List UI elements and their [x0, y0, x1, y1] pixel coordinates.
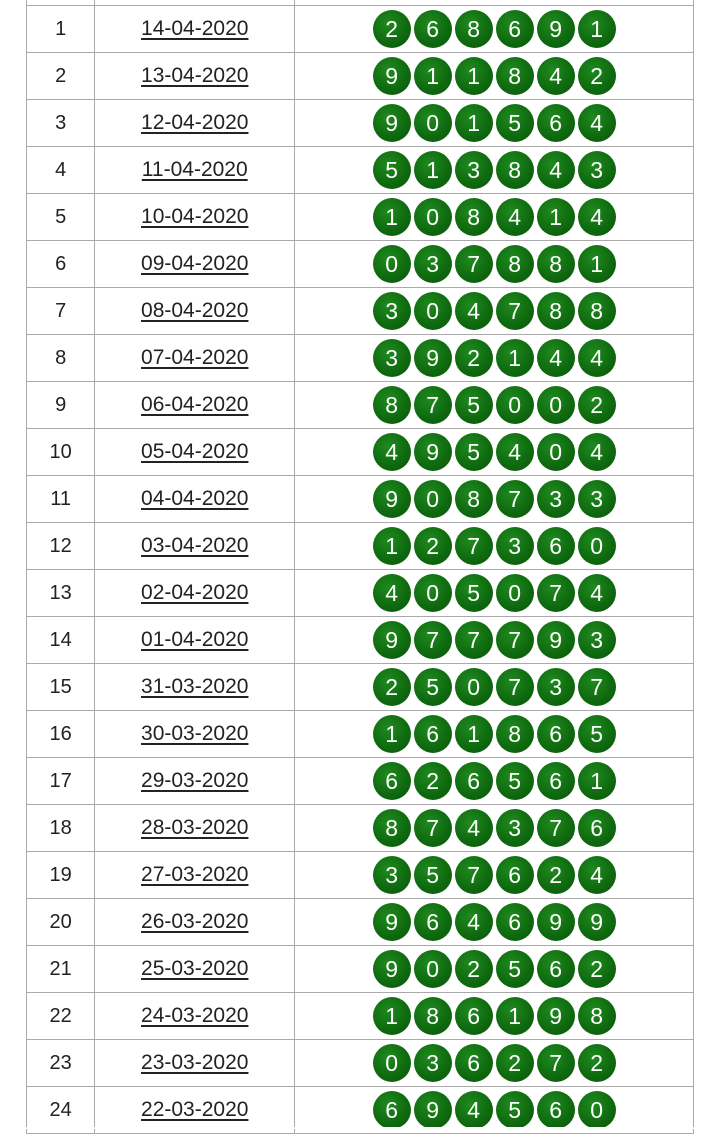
- number-ball: 1: [373, 198, 411, 236]
- table-row: [27, 617, 694, 664]
- number-balls: [373, 245, 616, 283]
- number-ball: 9: [414, 339, 452, 377]
- table-row: [27, 758, 694, 805]
- number-ball: 4: [455, 903, 493, 941]
- number-ball: 7: [537, 1044, 575, 1082]
- number-balls: [373, 527, 616, 565]
- numbers-cell: [295, 100, 694, 147]
- results-table-body: [27, 0, 694, 1134]
- numbers-cell: [295, 711, 694, 758]
- row-index: 10: [27, 429, 95, 476]
- number-ball: 0: [414, 574, 452, 612]
- row-index: 15: [27, 664, 95, 711]
- numbers-cell: [295, 53, 694, 100]
- number-balls: [373, 104, 616, 142]
- number-ball: 7: [496, 621, 534, 659]
- number-ball: 4: [537, 57, 575, 95]
- number-ball: 4: [578, 574, 616, 612]
- number-ball: 4: [578, 433, 616, 471]
- numbers-cell: [295, 523, 694, 570]
- numbers-cell: [295, 194, 694, 241]
- numbers-cell: [295, 1040, 694, 1087]
- number-ball: 7: [455, 527, 493, 565]
- date-link[interactable]: 01-04-2020: [141, 628, 249, 651]
- date-link[interactable]: 10-04-2020: [141, 205, 249, 228]
- table-row: [27, 6, 694, 53]
- number-ball: 0: [373, 1044, 411, 1082]
- number-ball: 3: [414, 1044, 452, 1082]
- number-ball: 5: [496, 762, 534, 800]
- number-ball: 8: [578, 997, 616, 1035]
- number-ball: 6: [537, 104, 575, 142]
- row-index: 18: [27, 805, 95, 852]
- number-ball: 9: [537, 997, 575, 1035]
- number-balls: [373, 433, 616, 471]
- number-ball: 9: [414, 433, 452, 471]
- date-link[interactable]: 08-04-2020: [141, 299, 249, 322]
- date-cell: [95, 382, 295, 429]
- number-ball: 0: [578, 1091, 616, 1129]
- numbers-cell: [295, 758, 694, 805]
- number-ball: 0: [414, 198, 452, 236]
- row-index: 6: [27, 241, 95, 288]
- number-ball: 4: [455, 809, 493, 847]
- number-ball: 0: [414, 292, 452, 330]
- numbers-cell: [295, 288, 694, 335]
- number-ball: 7: [455, 245, 493, 283]
- table-row: [27, 570, 694, 617]
- number-balls: [373, 480, 616, 518]
- number-ball: 6: [537, 1091, 575, 1129]
- number-ball: 8: [455, 480, 493, 518]
- number-ball: 8: [373, 386, 411, 424]
- numbers-cell: [295, 6, 694, 53]
- row-index: 21: [27, 946, 95, 993]
- number-ball: 6: [496, 903, 534, 941]
- number-balls: [373, 668, 616, 706]
- number-ball: 9: [537, 621, 575, 659]
- number-ball: 1: [578, 762, 616, 800]
- number-ball: 6: [537, 527, 575, 565]
- date-link[interactable]: 30-03-2020: [141, 722, 249, 745]
- number-ball: 3: [414, 245, 452, 283]
- number-ball: 5: [455, 574, 493, 612]
- number-ball: 0: [496, 386, 534, 424]
- number-ball: 0: [496, 574, 534, 612]
- table-row: [27, 1040, 694, 1087]
- date-link[interactable]: 25-03-2020: [141, 957, 249, 980]
- number-ball: 0: [373, 245, 411, 283]
- number-ball: 1: [373, 527, 411, 565]
- date-cell: [95, 617, 295, 664]
- date-cell: [95, 147, 295, 194]
- number-ball: 4: [455, 1091, 493, 1129]
- date-cell: [95, 852, 295, 899]
- number-ball: 9: [373, 950, 411, 988]
- number-ball: 1: [496, 997, 534, 1035]
- row-index: 20: [27, 899, 95, 946]
- number-ball: 7: [414, 621, 452, 659]
- date-cell: [95, 711, 295, 758]
- number-ball: 4: [373, 574, 411, 612]
- numbers-cell: [295, 899, 694, 946]
- numbers-cell: [295, 429, 694, 476]
- number-ball: 4: [578, 339, 616, 377]
- numbers-cell: [295, 335, 694, 382]
- number-ball: 4: [537, 339, 575, 377]
- date-link[interactable]: 27-03-2020: [141, 863, 249, 886]
- number-ball: 1: [455, 715, 493, 753]
- number-balls: [373, 386, 616, 424]
- number-ball: 9: [414, 1091, 452, 1129]
- number-ball: 0: [537, 433, 575, 471]
- number-ball: 6: [455, 997, 493, 1035]
- number-ball: 5: [496, 104, 534, 142]
- number-ball: 0: [414, 104, 452, 142]
- number-ball: 7: [496, 668, 534, 706]
- number-ball: 4: [496, 433, 534, 471]
- number-balls: [373, 1044, 616, 1082]
- row-index: 13: [27, 570, 95, 617]
- number-balls: [373, 762, 616, 800]
- date-link[interactable]: 07-04-2020: [141, 346, 249, 369]
- number-ball: 3: [496, 809, 534, 847]
- date-cell: [95, 993, 295, 1040]
- date-cell: [95, 53, 295, 100]
- number-ball: 4: [578, 856, 616, 894]
- number-balls: [373, 950, 616, 988]
- number-ball: 5: [455, 386, 493, 424]
- number-balls: [373, 339, 616, 377]
- number-ball: 1: [373, 997, 411, 1035]
- number-ball: 8: [496, 57, 534, 95]
- row-index: 8: [27, 335, 95, 382]
- date-cell: [95, 194, 295, 241]
- number-ball: 6: [537, 762, 575, 800]
- date-cell: [95, 6, 295, 53]
- table-row: [27, 241, 694, 288]
- number-ball: 6: [373, 1091, 411, 1129]
- number-ball: 3: [537, 480, 575, 518]
- number-ball: 9: [537, 10, 575, 48]
- date-cell: [95, 100, 295, 147]
- number-ball: 5: [496, 950, 534, 988]
- number-balls: [373, 151, 616, 189]
- number-ball: 8: [373, 809, 411, 847]
- number-balls: [373, 903, 616, 941]
- date-link[interactable]: 23-03-2020: [141, 1051, 249, 1074]
- number-ball: 6: [455, 762, 493, 800]
- number-ball: 2: [373, 668, 411, 706]
- number-ball: 0: [578, 527, 616, 565]
- table-row: [27, 946, 694, 993]
- number-ball: 6: [496, 856, 534, 894]
- number-ball: 7: [455, 856, 493, 894]
- number-ball: 1: [455, 57, 493, 95]
- number-ball: 3: [578, 480, 616, 518]
- row-index: 16: [27, 711, 95, 758]
- date-link[interactable]: 05-04-2020: [141, 440, 249, 463]
- date-cell: [95, 664, 295, 711]
- date-link[interactable]: 09-04-2020: [141, 252, 249, 275]
- number-ball: 1: [578, 10, 616, 48]
- number-ball: 7: [578, 668, 616, 706]
- numbers-cell: [295, 946, 694, 993]
- table-row: [27, 993, 694, 1040]
- table-row: [27, 100, 694, 147]
- number-ball: 2: [578, 1044, 616, 1082]
- number-ball: 9: [578, 903, 616, 941]
- date-cell: [95, 476, 295, 523]
- number-ball: 4: [537, 151, 575, 189]
- row-index: 3: [27, 100, 95, 147]
- row-index: 19: [27, 852, 95, 899]
- number-ball: 8: [455, 198, 493, 236]
- table-row: [27, 288, 694, 335]
- number-ball: 5: [373, 151, 411, 189]
- table-row: [27, 899, 694, 946]
- table-row: [27, 852, 694, 899]
- number-ball: 7: [414, 809, 452, 847]
- number-ball: 5: [578, 715, 616, 753]
- number-ball: 4: [455, 292, 493, 330]
- row-index: 4: [27, 147, 95, 194]
- date-cell: [95, 429, 295, 476]
- number-ball: 1: [496, 339, 534, 377]
- numbers-cell: [295, 382, 694, 429]
- number-ball: 3: [537, 668, 575, 706]
- table-row: [27, 805, 694, 852]
- number-ball: 8: [496, 245, 534, 283]
- row-index: 11: [27, 476, 95, 523]
- number-ball: 2: [455, 950, 493, 988]
- number-ball: 1: [537, 198, 575, 236]
- number-balls: [373, 856, 616, 894]
- row-index: 22: [27, 993, 95, 1040]
- number-ball: 6: [373, 762, 411, 800]
- numbers-cell: [295, 147, 694, 194]
- number-ball: 2: [455, 339, 493, 377]
- numbers-cell: [295, 805, 694, 852]
- number-balls: [373, 198, 616, 236]
- number-ball: 0: [414, 480, 452, 518]
- number-ball: 6: [414, 903, 452, 941]
- numbers-cell: [295, 852, 694, 899]
- numbers-cell: [295, 664, 694, 711]
- number-ball: 3: [373, 856, 411, 894]
- row-index: 9: [27, 382, 95, 429]
- number-ball: 2: [414, 762, 452, 800]
- number-ball: 4: [496, 198, 534, 236]
- row-index: 2: [27, 53, 95, 100]
- number-balls: [373, 621, 616, 659]
- number-ball: 2: [414, 527, 452, 565]
- date-cell: [95, 241, 295, 288]
- number-ball: 7: [537, 809, 575, 847]
- date-link[interactable]: 14-04-2020: [141, 17, 249, 40]
- number-ball: 2: [496, 1044, 534, 1082]
- number-ball: 6: [455, 1044, 493, 1082]
- number-ball: 2: [373, 10, 411, 48]
- date-link[interactable]: 06-04-2020: [141, 393, 249, 416]
- numbers-cell: [295, 993, 694, 1040]
- number-ball: 0: [414, 950, 452, 988]
- date-cell: [95, 805, 295, 852]
- row-index: 12: [27, 523, 95, 570]
- number-ball: 9: [373, 104, 411, 142]
- date-cell: [95, 1040, 295, 1087]
- number-ball: 6: [496, 10, 534, 48]
- number-ball: 6: [578, 809, 616, 847]
- number-ball: 9: [537, 903, 575, 941]
- number-ball: 3: [496, 527, 534, 565]
- number-ball: 8: [578, 292, 616, 330]
- number-ball: 1: [373, 715, 411, 753]
- number-ball: 6: [414, 715, 452, 753]
- number-ball: 3: [578, 621, 616, 659]
- date-link[interactable]: 13-04-2020: [141, 64, 249, 87]
- number-ball: 5: [455, 433, 493, 471]
- number-ball: 6: [414, 10, 452, 48]
- number-ball: 7: [496, 480, 534, 518]
- number-ball: 2: [537, 856, 575, 894]
- row-index: 24: [27, 1087, 95, 1134]
- number-ball: 7: [414, 386, 452, 424]
- number-ball: 7: [455, 621, 493, 659]
- number-ball: 9: [373, 903, 411, 941]
- number-ball: 8: [537, 292, 575, 330]
- date-link[interactable]: 11-04-2020: [141, 158, 248, 181]
- table-row: [27, 711, 694, 758]
- number-ball: 4: [373, 433, 411, 471]
- date-link[interactable]: 24-03-2020: [141, 1004, 249, 1027]
- date-cell: [95, 570, 295, 617]
- number-ball: 6: [537, 950, 575, 988]
- number-ball: 0: [455, 668, 493, 706]
- number-ball: 3: [455, 151, 493, 189]
- number-ball: 8: [496, 151, 534, 189]
- date-link[interactable]: 03-04-2020: [141, 534, 249, 557]
- number-ball: 1: [578, 245, 616, 283]
- number-ball: 2: [578, 57, 616, 95]
- number-ball: 8: [414, 997, 452, 1035]
- table-row: [27, 194, 694, 241]
- number-ball: 3: [373, 292, 411, 330]
- row-index: 1: [27, 6, 95, 53]
- table-row: [27, 664, 694, 711]
- number-ball: 5: [414, 668, 452, 706]
- table-row: [27, 476, 694, 523]
- number-balls: [373, 1091, 616, 1129]
- numbers-cell: [295, 570, 694, 617]
- number-balls: [373, 57, 616, 95]
- date-link[interactable]: 04-04-2020: [141, 487, 249, 510]
- table-row: [27, 335, 694, 382]
- date-link[interactable]: 28-03-2020: [141, 816, 249, 839]
- date-link[interactable]: 12-04-2020: [141, 111, 249, 134]
- number-ball: 5: [414, 856, 452, 894]
- row-index: 7: [27, 288, 95, 335]
- number-balls: [373, 574, 616, 612]
- date-cell: [95, 899, 295, 946]
- number-ball: 3: [373, 339, 411, 377]
- date-link[interactable]: 31-03-2020: [141, 675, 249, 698]
- number-ball: 7: [537, 574, 575, 612]
- date-link[interactable]: 22-03-2020: [141, 1098, 249, 1121]
- number-ball: 1: [414, 57, 452, 95]
- number-ball: 6: [537, 715, 575, 753]
- number-ball: 8: [455, 10, 493, 48]
- number-ball: 7: [496, 292, 534, 330]
- number-ball: 1: [414, 151, 452, 189]
- number-ball: 1: [455, 104, 493, 142]
- row-index: 14: [27, 617, 95, 664]
- number-balls: [373, 10, 616, 48]
- table-row: [27, 147, 694, 194]
- date-link[interactable]: 02-04-2020: [141, 581, 249, 604]
- number-ball: 0: [537, 386, 575, 424]
- results-table: [26, 0, 694, 1134]
- numbers-cell: [295, 617, 694, 664]
- date-cell: [95, 335, 295, 382]
- number-ball: 9: [373, 57, 411, 95]
- row-index: 23: [27, 1040, 95, 1087]
- table-row: [27, 429, 694, 476]
- table-row: [27, 382, 694, 429]
- numbers-cell: [295, 241, 694, 288]
- number-ball: 9: [373, 480, 411, 518]
- date-cell: [95, 288, 295, 335]
- number-ball: 2: [578, 386, 616, 424]
- row-index: 5: [27, 194, 95, 241]
- table-row: [27, 523, 694, 570]
- number-balls: [373, 997, 616, 1035]
- date-link[interactable]: 26-03-2020: [141, 910, 249, 933]
- number-ball: 3: [578, 151, 616, 189]
- number-ball: 8: [537, 245, 575, 283]
- number-balls: [373, 292, 616, 330]
- number-balls: [373, 715, 616, 753]
- row-index: 17: [27, 758, 95, 805]
- number-ball: 8: [496, 715, 534, 753]
- date-cell: [95, 946, 295, 993]
- number-ball: 2: [578, 950, 616, 988]
- number-ball: 9: [373, 621, 411, 659]
- number-ball: 4: [578, 104, 616, 142]
- table-row: [27, 53, 694, 100]
- number-ball: 4: [578, 198, 616, 236]
- numbers-cell: [295, 476, 694, 523]
- date-cell: [95, 758, 295, 805]
- number-ball: 5: [496, 1091, 534, 1129]
- number-balls: [373, 809, 616, 847]
- date-cell: [95, 523, 295, 570]
- date-link[interactable]: 29-03-2020: [141, 769, 249, 792]
